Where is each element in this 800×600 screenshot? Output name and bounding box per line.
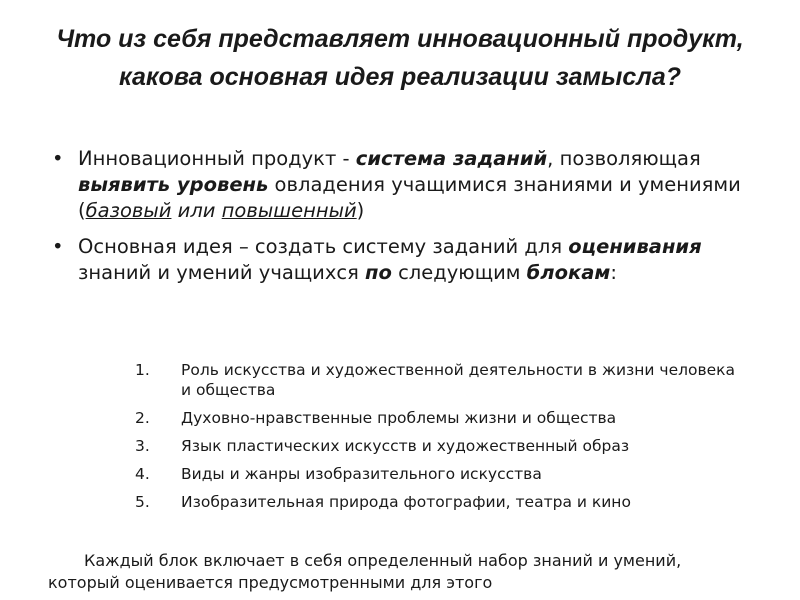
list-number: 5. <box>135 493 150 511</box>
underlined-text: повышенный <box>221 199 357 222</box>
bullet-text: овладения учащимися знаниями и умениями ( <box>78 173 741 222</box>
bullet-text: знаний и умений учащихся <box>78 261 366 284</box>
list-number: 2. <box>135 409 150 427</box>
bullet-text: Основная идея – создать систему заданий для <box>78 235 569 258</box>
underlined-text: базовый <box>85 199 172 222</box>
list-item <box>135 408 745 428</box>
bullet-marker: • <box>52 235 64 258</box>
bullet-text: : <box>610 261 617 284</box>
bullet-list <box>52 146 752 286</box>
list-item <box>135 492 745 512</box>
emphasis-text: система заданий <box>355 147 548 170</box>
list-item-text: Духовно-нравственные проблемы жизни и общества <box>181 409 617 427</box>
blocks-list <box>135 360 745 520</box>
list-item <box>135 464 745 484</box>
emphasis-text: по <box>365 261 392 284</box>
bullet-marker: • <box>52 147 64 170</box>
footer-paragraph: Каждый блок включает в себя определенный набор знаний и умений, который оценивается предусмотренными для этого <box>48 551 682 592</box>
slide-title: Что из себя представляет инновационный продукт, какова основная идея реализации замысла? <box>56 25 744 91</box>
list-number: 4. <box>135 465 150 483</box>
list-number: 3. <box>135 437 150 455</box>
list-item <box>135 360 745 400</box>
list-item-text: Изобразительная природа фотографии, театра и кино <box>181 493 631 511</box>
bullet-item-idea <box>52 234 752 286</box>
bullet-text: следующим <box>391 261 527 284</box>
list-item <box>135 436 745 456</box>
list-item-text: Язык пластических искусств и художественный образ <box>181 437 630 455</box>
list-number: 1. <box>135 361 150 379</box>
list-item-text: Роль искусства и художественной деятельности в жизни человека и общества <box>181 361 736 399</box>
list-item-text: Виды и жанры изобразительного искусства <box>181 465 542 483</box>
bullet-text: Инновационный продукт - <box>78 147 356 170</box>
emphasis-text: оценивания <box>568 235 702 258</box>
emphasis-text: блокам <box>526 261 611 284</box>
bullet-text: ) <box>356 199 365 222</box>
bullet-item-product <box>52 146 752 224</box>
emphasis-text: выявить уровень <box>78 173 269 196</box>
italic-text: или <box>177 199 216 222</box>
bullet-text: , позволяющая <box>547 147 701 170</box>
